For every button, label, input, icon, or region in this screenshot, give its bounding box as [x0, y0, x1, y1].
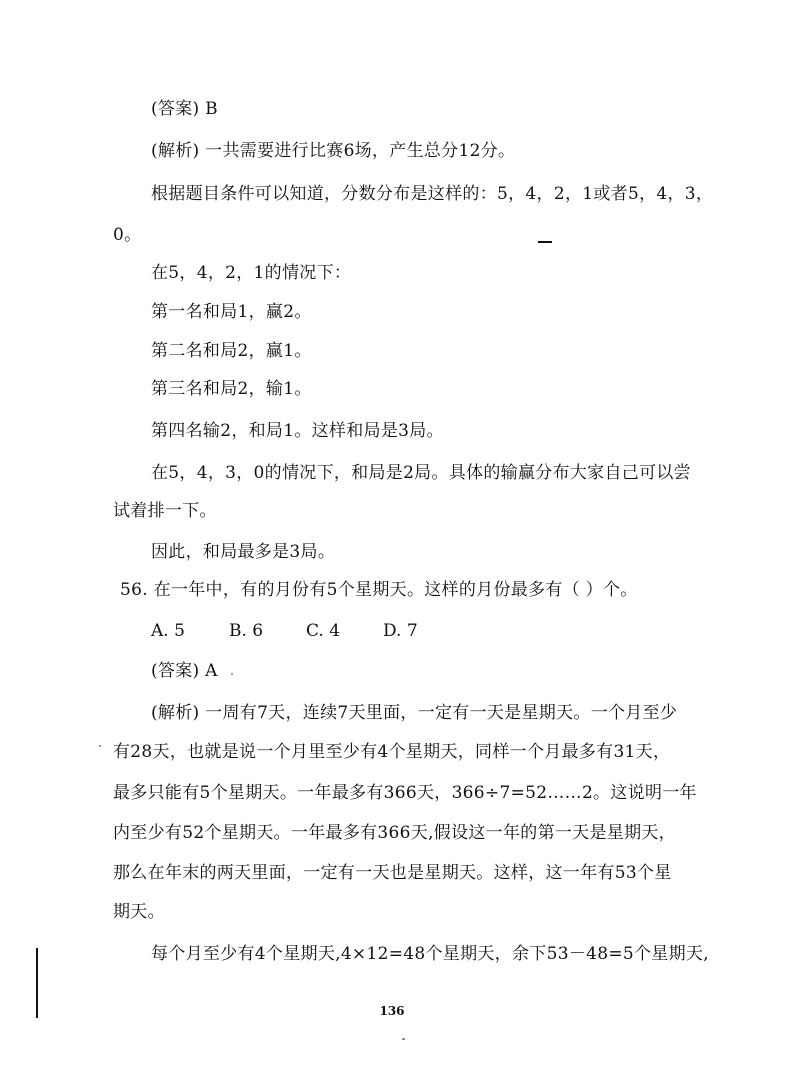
- explanation-55-line-6: 第二名和局2，赢1。: [151, 341, 312, 361]
- answer-label-55: (答案) B: [151, 99, 218, 119]
- explanation-56-line-2: 有28天，也就是说一个月里至少有4个星期天，同样一个月最多有31天，: [113, 742, 671, 762]
- scan-speck: [231, 673, 233, 675]
- explanation-56-line-5: 那么在年末的两天里面，一定有一天也是星期天。这样，这一年有53个星: [113, 863, 672, 883]
- explanation-55-line-2: 根据题目条件可以知道，分数分布是这样的：5，4，2，1或者5，4，3，: [151, 184, 714, 204]
- explanation-56-line-6: 期天。: [113, 902, 165, 922]
- scan-margin-line: [36, 948, 38, 1018]
- explanation-55-line-3: 0。: [113, 225, 142, 245]
- explanation-56-line-7: 每个月至少有4个星期天,4×12=48个星期天，余下53－48=5个星期天,: [151, 944, 709, 964]
- explanation-56-line-1: (解析) 一周有7天，连续7天里面，一定有一天是星期天。一个月至少: [151, 703, 678, 723]
- explanation-55-line-9: 在5，4，3，0的情况下，和局是2局。具体的输赢分布大家自己可以尝: [151, 463, 691, 483]
- explanation-55-line-1: (解析) 一共需要进行比赛6场，产生总分12分。: [151, 141, 516, 161]
- explanation-55-line-4: 在5，4，2，1的情况下：: [151, 263, 352, 283]
- answer-label-56: (答案) A: [151, 661, 218, 681]
- explanation-56-line-3: 最多只能有5个星期天。一年最多有366天，366÷7=52……2。这说明一年: [113, 783, 697, 803]
- scan-dash-mark: [538, 241, 552, 243]
- explanation-55-line-5: 第一名和局1，赢2。: [151, 302, 312, 322]
- page-number: 136: [379, 1004, 405, 1018]
- option-b: B. 6: [229, 621, 264, 641]
- option-d: D. 7: [383, 621, 418, 641]
- explanation-55-line-10: 试着排一下。: [113, 501, 217, 521]
- option-c: C. 4: [306, 621, 341, 641]
- explanation-55-line-8: 第四名输2，和局1。这样和局是3局。: [151, 421, 444, 441]
- explanation-55-line-11: 因此，和局最多是3局。: [151, 542, 336, 562]
- option-a: A. 5: [151, 621, 185, 641]
- scan-speck: [99, 745, 101, 747]
- explanation-55-line-7: 第三名和局2，输1。: [151, 379, 312, 399]
- scan-speck: [402, 1038, 405, 1040]
- explanation-56-line-4: 内至少有52个星期天。一年最多有366天,假设这一年的第一天是星期天，: [113, 823, 676, 843]
- question-56: 56. 在一年中，有的月份有5个星期天。这样的月份最多有（ ）个。: [120, 580, 638, 600]
